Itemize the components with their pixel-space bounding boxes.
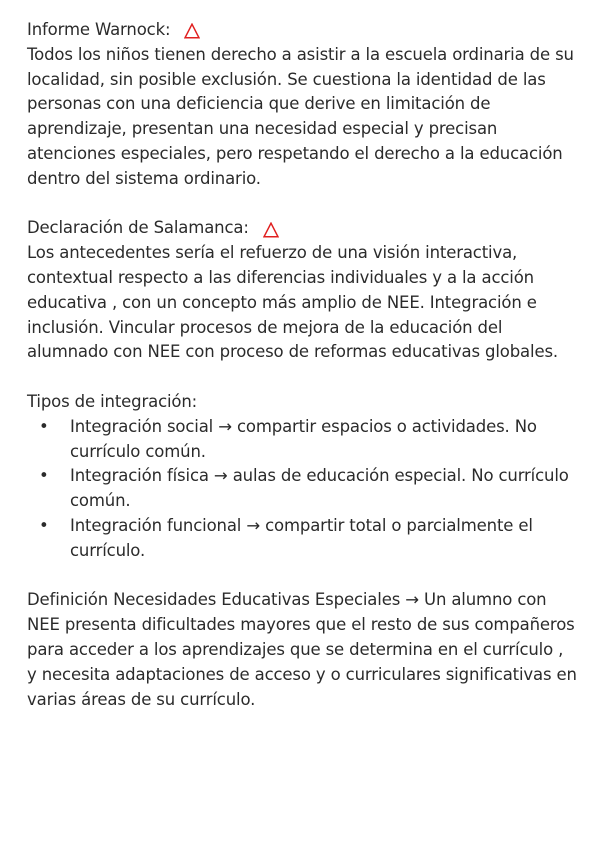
warnock-body: Todos los niños tienen derecho a asistir a la escuela ordinaria de su localidad, sin posible exclusión. Se cuestiona la identidad de las personas con una deficiencia que derive en limitación de aprendizaje, presentan una necesidad especial y precisan atenciones especiales, pero respetando el derecho a la educación dentro del sistema ordinario. [27, 44, 574, 188]
list-item [27, 415, 577, 465]
warnock-heading [27, 18, 577, 43]
list-item-text: Integración social → compartir espacios o actividades. No currículo común. [70, 416, 537, 461]
list-item [27, 464, 577, 514]
list-item-text: Integración funcional → compartir total o parcialmente el currículo. [70, 515, 533, 560]
salamanca-heading [27, 216, 577, 241]
note-page [27, 18, 577, 712]
salamanca-body: Los antecedentes sería el refuerzo de una visión interactiva, contextual respecto a las diferencias individuales y a la acción educativa , con un concepto más amplio de NEE. Integración e inclusión. Vincular procesos de mejora de la educación del alumnado con NEE con proceso de reformas educativas globales. [27, 243, 558, 362]
bullet-icon: • [39, 416, 49, 436]
warnock-title: Informe Warnock: [27, 20, 171, 39]
list-item [27, 514, 577, 564]
list-item-text: Integración física → aulas de educación especial. No currículo común. [70, 466, 569, 511]
warning-triangle-icon [263, 222, 279, 238]
warning-triangle-icon [184, 23, 200, 39]
salamanca-title: Declaración de Salamanca: [27, 218, 249, 238]
bullet-icon: • [39, 515, 49, 535]
spacer [27, 365, 577, 390]
nee-definition: Definición Necesidades Educativas Especiales → Un alumno con NEE presenta dificultades mayores que el resto de sus compañeros para acceder a los aprendizajes que se determina en el currículo , y necesita adaptaciones de acceso y o curriculares significativas en varias áreas de su currículo. [27, 590, 577, 709]
integration-title: Tipos de integración: [27, 391, 198, 411]
integration-list [27, 415, 577, 564]
bullet-icon: • [39, 466, 49, 486]
spacer [27, 192, 577, 217]
spacer [27, 564, 577, 589]
